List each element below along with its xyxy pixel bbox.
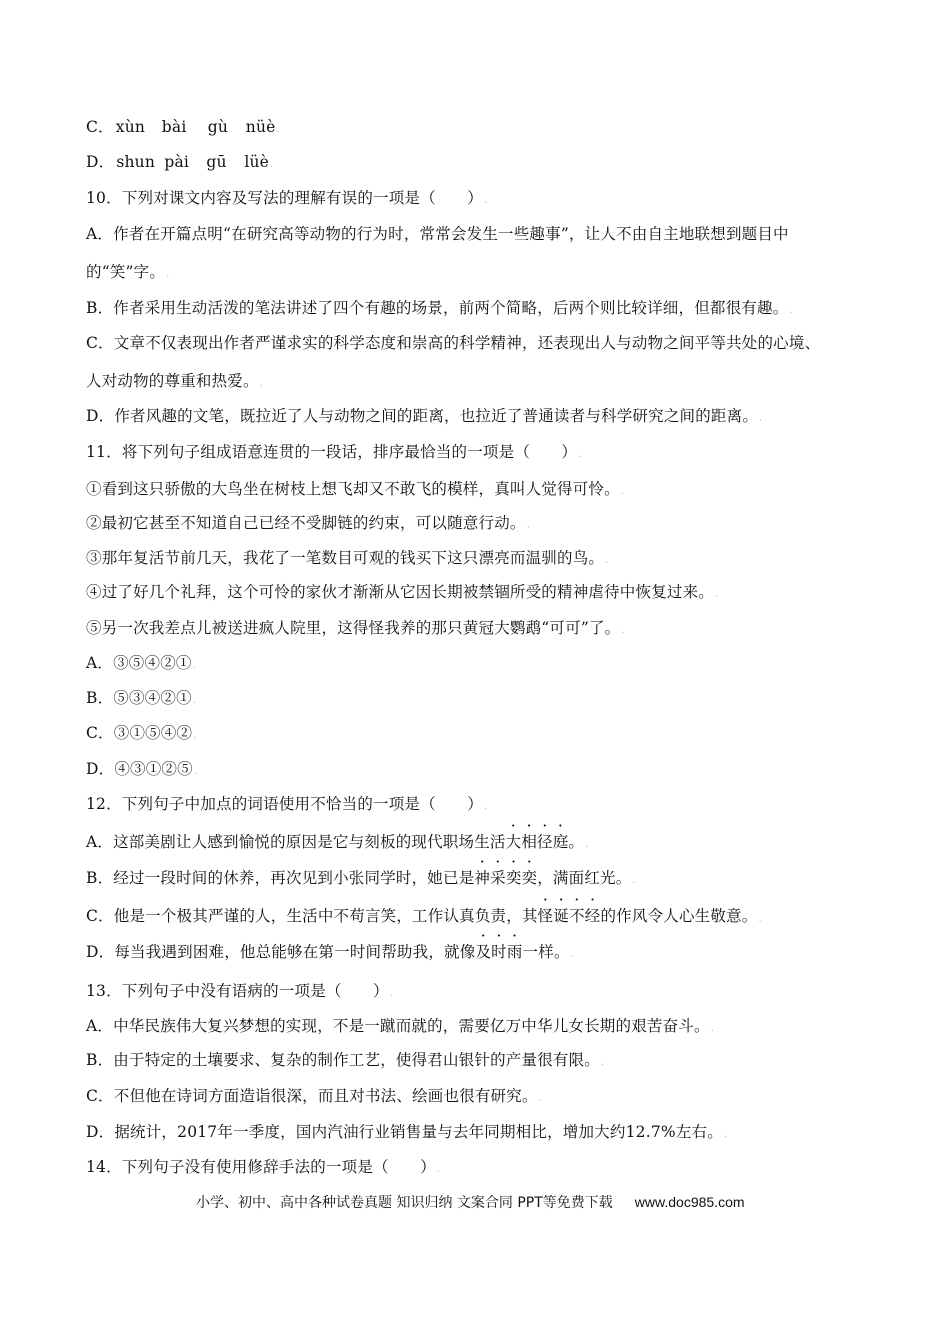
option-text: 一样。 [522,943,570,961]
emphasis-char: 奕 [505,869,522,887]
option-text: C．③①⑤④② [86,724,193,742]
emphasis-char: 奕 [521,869,538,887]
question-text: 13．下列句子中没有语病的一项是（ ） [86,982,389,1000]
pinyin-4: nüè [245,118,276,136]
q11-sentence-4: ④过了好几个礼拜，这个可怜的家伙才渐渐从它因长期被禁锢所受的精神虐待中恢复过来。. [86,583,719,601]
pinyin-4: lüè [244,153,270,171]
sentence-text: ④过了好几个礼拜，这个可怜的家伙才渐渐从它因长期被禁锢所受的精神虐待中恢复过来。 [86,583,715,601]
pinyin-2: pài [164,153,190,171]
dotted-word [506,833,569,851]
sentence-text: ③那年复活节前几天，我花了一笔数目可观的钱买下这只漂亮而温驯的鸟。 [86,549,605,567]
dotted-word [474,869,537,887]
q10-option-a-line1 [86,224,880,244]
option-text: ，满面红光。 [537,869,632,887]
emphasis-char: 大 [505,833,522,851]
q10-stem: 10．下列对课文内容及写法的理解有误的一项是（ ）. [86,189,488,207]
pinyin-3: gū [206,153,227,171]
option-letter: C． [86,118,114,136]
emphasis-char: 怪 [537,907,554,925]
q10-option-d: D．作者风趣的文笔，既拉近了人与动物之间的距离，也拉近了普通读者与科学研究之间的距离。. [86,407,763,425]
q13-option-d: D．据统计，2017年一季度，国内汽油行业销售量与去年同期相比，增加大约12.7%左右。. [86,1123,728,1141]
emphasis-char: 雨 [506,943,523,961]
dotted-word [538,907,601,925]
pinyin-3: gù [207,118,229,136]
q13-option-c: C．不但他在诗词方面造诣很深，而且对书法、绘画也很有研究。. [86,1087,543,1105]
option-text: 的“笑”字。 [86,263,166,281]
option-text: 的作风令人心生敬意。 [600,907,758,925]
option-text: A．中华民族伟大复兴梦想的实现，不是一蹴而就的，需要亿万中华儿女长期的艰苦奋斗。 [86,1017,710,1035]
sentence-text: ⑤另一次我差点儿被送进疯人院里，这得怪我养的那只黄冠大鹦鹉“可可”了。 [86,619,621,637]
option-text: D．作者风趣的文笔，既拉近了人与动物之间的距离，也拉近了普通读者与科学研究之间的距离。 [86,407,759,425]
q14-stem: 14．下列句子没有使用修辞手法的一项是（ ）. [86,1158,441,1176]
option-text: 人对动物的尊重和热爱。 [86,372,259,390]
emphasis-char: 及 [475,943,492,961]
sentence-text: ①看到这只骄傲的大鸟坐在树枝上想飞却又不敢飞的模样，真叫人觉得可怜。 [86,480,620,498]
emphasis-char: 时 [491,943,507,961]
question-text: 10．下列对课文内容及写法的理解有误的一项是（ ） [86,189,483,207]
option-text: A．③⑤④②① [86,654,192,672]
question-text: 12．下列句子中加点的词语使用不恰当的一项是（ ） [86,795,483,813]
q10-option-c-line2: 人对动物的尊重和热爱。. [86,372,264,390]
option-text: C．文章不仅表现出作者严谨求实的科学态度和崇高的科学精神，还表现出人与动物之间平等共处的心境、 [86,334,821,352]
page-footer [196,1192,745,1212]
option-text: C．不但他在诗词方面造诣很深，而且对书法、绘画也很有研究。 [86,1087,538,1105]
q10-option-b: B．作者采用生动活泼的笔法讲述了四个有趣的场景，前两个简略，后两个则比较详细，但都很有趣。. [86,299,793,317]
q9-option-d: D． shun pài gū lüè. [86,153,274,171]
q13-option-b: B．由于特定的土壤要求、复杂的制作工艺，使得君山银针的产量很有限。. [86,1051,605,1069]
question-text: 11．将下列句子组成语意连贯的一段话，排序最恰当的一项是（ ） [86,443,578,461]
q11-option-d: D．④③①②⑤. [86,760,198,778]
option-text: B．经过一段时间的休养，再次见到小张同学时，她已是 [86,869,475,887]
option-text: 。 [568,833,585,851]
footer-text: 小学、初中、高中各种试卷真题 知识归纳 文案合同 PPT等免费下载 [196,1195,613,1211]
emphasis-char: 庭 [552,833,569,851]
emphasis-char: 经 [584,907,601,925]
option-text: B．⑤③④②① [86,689,192,707]
emphasis-char: 诞 [553,907,570,925]
pinyin-2: bài [161,118,187,136]
q12-stem: 12．下列句子中加点的词语使用不恰当的一项是（ ）. [86,795,488,813]
q11-option-a: A．③⑤④②①. [86,654,196,672]
option-text: B．由于特定的土壤要求、复杂的制作工艺，使得君山银针的产量很有限。 [86,1051,600,1069]
emphasis-char: 相 [521,833,538,851]
emphasis-char: 采 [490,869,506,887]
question-text: 14．下列句子没有使用修辞手法的一项是（ ） [86,1158,436,1176]
q11-option-c: C．③①⑤④②. [86,724,197,742]
option-text: B．作者采用生动活泼的笔法讲述了四个有趣的场景，前两个简略，后两个则比较详细，但都很有趣。 [86,299,789,317]
q11-sentence-3: ③那年复活节前几天，我花了一笔数目可观的钱买下这只漂亮而温驯的鸟。. [86,549,609,567]
option-letter: D． [86,153,115,171]
q11-option-b: B．⑤③④②①. [86,689,197,707]
q9-option-c: C． xùn bài gù nüè. [86,118,280,136]
sentence-text: ②最初它甚至不知道自己已经不受脚链的约束，可以随意行动。 [86,514,526,532]
q10-option-a-line2: 的“笑”字。. [86,263,170,281]
pinyin-1: xùn [115,118,146,136]
footer-website-link[interactable]: www.doc985.com [634,1194,745,1210]
q12-option-c: C．他是一个极其严谨的人，生活中不苟言笑，工作认真负责，其怪诞不经的作风令人心生敬意。. [86,907,762,925]
option-text: D．每当我遇到困难，他总能够在第一时间帮助我，就像 [86,943,476,961]
emphasis-char: 不 [569,907,585,925]
q12-option-b: B．经过一段时间的休养，再次见到小张同学时，她已是神采奕奕，满面红光。. [86,869,636,887]
q13-stem: 13．下列句子中没有语病的一项是（ ）. [86,982,394,1000]
pinyin-1: shun [116,153,156,171]
q11-stem: 11．将下列句子组成语意连贯的一段话，排序最恰当的一项是（ ）. [86,443,582,461]
option-text: C．他是一个极其严谨的人，生活中不苟言笑，工作认真负责，其 [86,907,538,925]
dotted-word [475,943,522,961]
emphasis-char: 神 [474,869,491,887]
option-text: D．④③①②⑤ [86,760,193,778]
q12-option-a: A．这部美剧让人感到愉悦的原因是它与刻板的现代职场生活大相径庭。. [86,833,589,851]
option-text: A．这部美剧让人感到愉悦的原因是它与刻板的现代职场生活 [86,833,506,851]
option-text: D．据统计，2017年一季度，国内汽油行业销售量与去年同期相比，增加大约12.7%左右。 [86,1123,723,1141]
option-text: A．作者在开篇点明“在研究高等动物的行为时，常常会发生一些趣事”，让人不由自主地联想到题目中 [86,225,789,243]
q11-sentence-1: ①看到这只骄傲的大鸟坐在树枝上想飞却又不敢飞的模样，真叫人觉得可怜。. [86,480,625,498]
emphasis-char: 径 [537,833,553,851]
q11-sentence-2: ②最初它甚至不知道自己已经不受脚链的约束，可以随意行动。. [86,514,530,532]
q10-option-c-line1 [86,333,880,353]
q11-sentence-5: ⑤另一次我差点儿被送进疯人院里，这得怪我养的那只黄冠大鹦鹉“可可”了。. [86,619,625,637]
q12-option-d: D．每当我遇到困难，他总能够在第一时间帮助我，就像及时雨一样。. [86,943,575,961]
q13-option-a: A．中华民族伟大复兴梦想的实现，不是一蹴而就的，需要亿万中华儿女长期的艰苦奋斗。. [86,1017,715,1035]
